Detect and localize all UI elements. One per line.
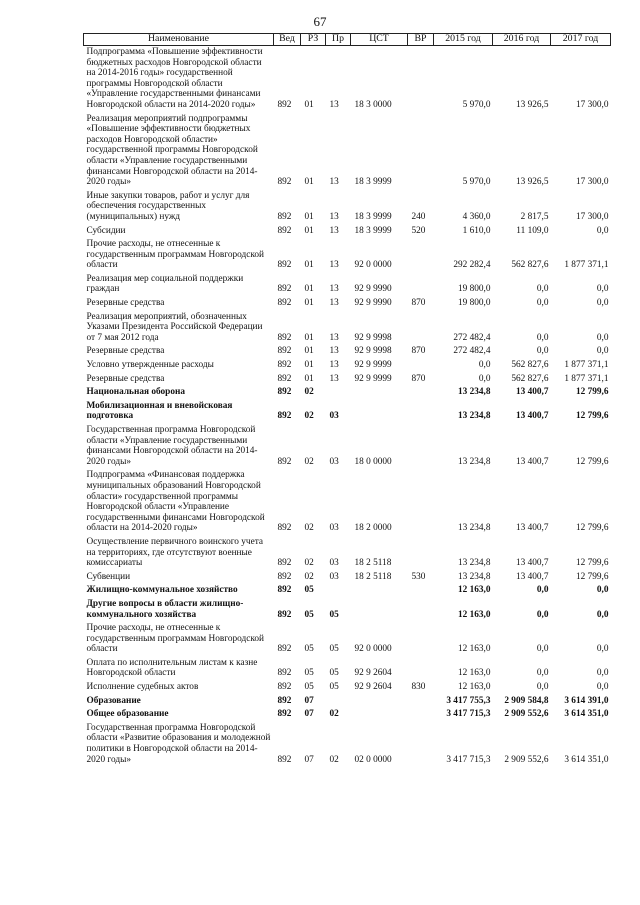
table-body — [84, 46, 611, 768]
table-row — [84, 708, 611, 722]
cell-2015: 272 482,4 — [453, 332, 491, 343]
cell-2015: 5 970,0 — [462, 177, 491, 188]
cell-pr: 13 — [329, 298, 339, 309]
cell-name: Осуществление первичного воинского учета на территориях, где отсутствуют военные комиссариаты — [86, 536, 264, 569]
cell-rz: 01 — [304, 99, 314, 110]
cell-rz: 01 — [304, 298, 314, 309]
cell-2016: 562 827,6 — [511, 373, 549, 384]
cell-rz: 02 — [304, 387, 314, 398]
table-row — [84, 225, 611, 239]
page-number: 67 — [313, 14, 327, 29]
cell-2016: 2 909 552,6 — [504, 709, 549, 720]
cell-ved: 892 — [277, 360, 292, 371]
cell-2017: 0,0 — [596, 284, 609, 295]
cell-2016: 11 109,0 — [516, 225, 549, 236]
cell-2017: 17 300,0 — [575, 177, 609, 188]
cell-vr — [408, 400, 434, 424]
cell-ved: 892 — [277, 644, 292, 655]
cell-vr — [408, 722, 434, 767]
cell-ved: 892 — [277, 177, 292, 188]
cell-ved: 892 — [277, 346, 292, 357]
cell-name: Резервные средства — [86, 373, 165, 384]
cell-cst: 92 9 9990 — [354, 284, 392, 295]
cell-pr: 13 — [329, 99, 339, 110]
header-rz: РЗ — [301, 34, 326, 46]
cell-cst — [351, 386, 408, 400]
cell-vr — [408, 273, 434, 297]
cell-2017: 12 799,6 — [575, 571, 609, 582]
cell-cst — [351, 598, 408, 622]
cell-vr: 830 — [411, 682, 426, 693]
cell-ved: 892 — [277, 260, 292, 271]
cell-2015: 3 417 715,3 — [446, 754, 491, 765]
cell-ved: 892 — [277, 298, 292, 309]
cell-pr: 13 — [329, 211, 339, 222]
cell-2015: 1 610,0 — [462, 225, 491, 236]
cell-2017: 0,0 — [596, 609, 609, 620]
cell-vr — [408, 311, 434, 346]
cell-2017: 17 300,0 — [575, 99, 609, 110]
cell-2015: 13 234,8 — [457, 571, 491, 582]
cell-cst: 92 9 2604 — [354, 682, 392, 693]
cell-name: Иные закупки товаров, работ и услуг для обеспечения государственных (муниципальных) нужд — [86, 190, 250, 222]
cell-vr: 240 — [411, 211, 426, 222]
cell-vr: 870 — [411, 373, 426, 384]
cell-ved: 892 — [277, 284, 292, 295]
cell-rz: 01 — [304, 211, 314, 222]
cell-2016: 13 400,7 — [515, 456, 549, 467]
cell-name: Условно утвержденные расходы — [86, 360, 214, 371]
cell-ved: 892 — [277, 225, 292, 236]
cell-ved: 892 — [277, 682, 292, 693]
cell-2015: 12 163,0 — [457, 585, 491, 596]
cell-pr: 03 — [329, 558, 339, 569]
cell-2015: 272 482,4 — [453, 346, 491, 357]
cell-pr: 03 — [329, 571, 339, 582]
cell-pr: 13 — [329, 346, 339, 357]
table-row — [84, 424, 611, 469]
cell-name: Оплата по исполнительным листам к казне Новгородской области — [86, 657, 258, 679]
cell-name: Общее образование — [86, 709, 169, 720]
cell-ved: 892 — [277, 387, 292, 398]
cell-ved: 892 — [277, 668, 292, 679]
cell-name: Исполнение судебных актов — [86, 682, 199, 693]
cell-2015: 13 234,8 — [457, 523, 491, 534]
table-row — [84, 695, 611, 709]
cell-pr: 03 — [329, 523, 339, 534]
cell-2017: 0,0 — [596, 225, 609, 236]
cell-rz: 02 — [304, 456, 314, 467]
cell-2016: 0,0 — [536, 682, 549, 693]
cell-ved: 892 — [277, 754, 292, 765]
cell-name: Национальная оборона — [86, 387, 185, 398]
cell-pr: 05 — [329, 609, 339, 620]
cell-name: Государственная программа Новгородской области «Развитие образования и молодежной политики в Новгородской области на 2014-2020 годы» — [86, 722, 271, 765]
cell-vr: 520 — [411, 225, 426, 236]
cell-name: Прочие расходы, не отнесенные к государственным программам Новгородской области — [86, 239, 265, 271]
cell-2017: 1 877 371,1 — [564, 260, 609, 271]
cell-ved: 892 — [277, 609, 292, 620]
cell-2015: 0,0 — [478, 373, 491, 384]
cell-2015: 13 234,8 — [457, 456, 491, 467]
table-row — [84, 681, 611, 695]
cell-2016: 562 827,6 — [511, 260, 549, 271]
table-header-row — [84, 34, 611, 46]
cell-vr — [408, 238, 434, 273]
cell-pr: 13 — [329, 225, 339, 236]
cell-2015: 5 970,0 — [462, 99, 491, 110]
cell-ved: 892 — [277, 558, 292, 569]
cell-2015: 4 360,0 — [462, 211, 491, 222]
cell-pr: 05 — [329, 668, 339, 679]
table-row — [84, 273, 611, 297]
header-pr: Пр — [326, 34, 351, 46]
table-row — [84, 190, 611, 225]
header-ved: Вед — [274, 34, 301, 46]
cell-2015: 12 163,0 — [457, 609, 491, 620]
cell-name: Реализация мер социальной поддержки граждан — [86, 273, 244, 295]
cell-ved: 892 — [277, 456, 292, 467]
cell-vr: 530 — [411, 571, 426, 582]
cell-rz: 07 — [304, 695, 314, 706]
cell-cst: 92 0 0000 — [354, 260, 392, 271]
cell-2017: 0,0 — [596, 682, 609, 693]
cell-2016: 2 909 584,8 — [504, 695, 549, 706]
table-row — [84, 622, 611, 657]
cell-name: Резервные средства — [86, 346, 165, 357]
cell-rz: 05 — [304, 682, 314, 693]
cell-ved: 892 — [277, 523, 292, 534]
cell-rz: 05 — [304, 609, 314, 620]
cell-pr: 05 — [329, 682, 339, 693]
cell-vr — [408, 695, 434, 709]
table-row — [84, 584, 611, 598]
table-row — [84, 536, 611, 571]
cell-cst: 92 9 9990 — [354, 298, 392, 309]
cell-cst: 18 3 9999 — [354, 177, 392, 188]
cell-2016: 0,0 — [536, 668, 549, 679]
cell-2015: 0,0 — [478, 360, 491, 371]
cell-2017: 0,0 — [596, 332, 609, 343]
cell-ved: 892 — [277, 695, 292, 706]
cell-rz: 02 — [304, 558, 314, 569]
cell-rz: 02 — [304, 571, 314, 582]
cell-ved: 892 — [277, 99, 292, 110]
cell-2016: 2 817,5 — [520, 211, 549, 222]
cell-name: Субсидии — [86, 225, 126, 236]
cell-2016: 0,0 — [536, 609, 549, 620]
cell-2016: 13 400,7 — [515, 387, 549, 398]
cell-2017: 17 300,0 — [575, 211, 609, 222]
cell-name: Субвенции — [86, 571, 131, 582]
table-row — [84, 722, 611, 767]
cell-vr — [408, 584, 434, 598]
cell-cst — [351, 584, 408, 598]
cell-cst: 02 0 0000 — [354, 754, 392, 765]
cell-name: Подпрограмма «Финансовая поддержка муниципальных образований Новгородской области» государственной программы Новгородской области «Управление государственными финансами Новгородской области на 2014-2020 годы» — [86, 470, 265, 534]
cell-2017: 0,0 — [596, 668, 609, 679]
cell-2017: 12 799,6 — [575, 411, 609, 422]
cell-ved: 892 — [277, 585, 292, 596]
cell-pr: 13 — [329, 260, 339, 271]
cell-cst: 92 9 9998 — [354, 332, 392, 343]
cell-vr: 870 — [411, 346, 426, 357]
cell-2015: 19 800,0 — [457, 284, 491, 295]
cell-2017: 12 799,6 — [575, 523, 609, 534]
cell-2016: 13 926,5 — [515, 177, 549, 188]
table-row — [84, 400, 611, 424]
table-row — [84, 238, 611, 273]
cell-2016: 0,0 — [536, 346, 549, 357]
cell-2016: 0,0 — [536, 298, 549, 309]
cell-pr — [326, 386, 351, 400]
cell-rz: 02 — [304, 523, 314, 534]
header-vr: ВР — [408, 34, 434, 46]
cell-pr: 13 — [329, 284, 339, 295]
cell-2016: 13 400,7 — [515, 523, 549, 534]
cell-ved: 892 — [277, 332, 292, 343]
cell-cst: 18 0 0000 — [354, 456, 392, 467]
cell-name: Реализация мероприятий подпрограммы «Повышение эффективности бюджетных расходов Новгородской области» государственной программы Новгородской области «Управление государственными финансами Новгородской области на 2014-2020 годы» — [86, 113, 258, 188]
header-name: Наименование — [84, 34, 274, 46]
cell-name: Другие вопросы в области жилищно-коммунального хозяйства — [86, 598, 244, 620]
cell-rz: 01 — [304, 284, 314, 295]
table-row — [84, 469, 611, 536]
cell-cst: 18 2 5118 — [354, 571, 392, 582]
cell-cst — [351, 695, 408, 709]
cell-2017: 0,0 — [596, 346, 609, 357]
cell-rz: 07 — [304, 709, 314, 720]
table-row — [84, 113, 611, 190]
cell-cst — [351, 708, 408, 722]
cell-ved: 892 — [277, 211, 292, 222]
cell-2016: 13 400,7 — [515, 571, 549, 582]
cell-2015: 12 163,0 — [457, 644, 491, 655]
cell-2015: 292 282,4 — [453, 260, 491, 271]
cell-name: Жилищно-коммунальное хозяйство — [86, 585, 238, 596]
cell-pr: 02 — [329, 709, 339, 720]
cell-rz: 07 — [304, 754, 314, 765]
cell-vr — [408, 598, 434, 622]
cell-pr: 02 — [329, 754, 339, 765]
cell-rz: 01 — [304, 373, 314, 384]
cell-rz: 05 — [304, 585, 314, 596]
cell-rz: 01 — [304, 360, 314, 371]
cell-pr: 13 — [329, 332, 339, 343]
cell-cst: 92 9 9998 — [354, 346, 392, 357]
cell-cst: 92 9 9999 — [354, 360, 392, 371]
table-row — [84, 571, 611, 585]
cell-2016: 0,0 — [536, 644, 549, 655]
cell-2015: 19 800,0 — [457, 298, 491, 309]
table-row — [84, 311, 611, 346]
cell-2017: 1 877 371,1 — [564, 360, 609, 371]
cell-2017: 12 799,6 — [575, 456, 609, 467]
cell-2016: 2 909 552,6 — [504, 754, 549, 765]
cell-cst: 18 3 9999 — [354, 211, 392, 222]
cell-pr — [326, 584, 351, 598]
table-row — [84, 46, 611, 113]
cell-cst: 92 9 9999 — [354, 373, 392, 384]
cell-rz: 05 — [304, 668, 314, 679]
cell-name: Прочие расходы, не отнесенные к государственным программам Новгородской области — [86, 623, 265, 655]
cell-name: Подпрограмма «Повышение эффективности бюджетных расходов Новгородской области на 2014-2016 годы» государственной программы Новгородской области «Управление государственными финансами Новгородской области на 2014-2020 годы» — [86, 47, 263, 110]
table-row — [84, 297, 611, 311]
cell-vr — [408, 622, 434, 657]
cell-rz: 01 — [304, 332, 314, 343]
cell-2017: 1 877 371,1 — [564, 373, 609, 384]
cell-name: Реализация мероприятий, обозначенных Указами Президента Российской Федерации от 7 мая 2012 года — [86, 311, 263, 343]
cell-pr: 13 — [329, 360, 339, 371]
cell-cst — [351, 400, 408, 424]
cell-2016: 0,0 — [536, 332, 549, 343]
cell-name: Мобилизационная и вневойсковая подготовка — [86, 400, 233, 422]
cell-rz: 01 — [304, 225, 314, 236]
header-year-2015: 2015 год — [434, 34, 493, 46]
cell-2015: 13 234,8 — [457, 387, 491, 398]
table-row — [84, 598, 611, 622]
cell-2016: 0,0 — [536, 284, 549, 295]
cell-2016: 13 926,5 — [515, 99, 549, 110]
cell-name: Образование — [86, 695, 141, 706]
cell-2015: 3 417 715,3 — [446, 709, 491, 720]
cell-cst: 18 2 5118 — [354, 558, 392, 569]
header-cst: ЦСТ — [351, 34, 408, 46]
cell-2015: 12 163,0 — [457, 668, 491, 679]
cell-2016: 562 827,6 — [511, 360, 549, 371]
cell-cst: 18 3 9999 — [354, 225, 392, 236]
cell-pr: 05 — [329, 644, 339, 655]
cell-rz: 01 — [304, 260, 314, 271]
cell-cst: 92 9 2604 — [354, 668, 392, 679]
cell-vr — [408, 657, 434, 681]
cell-vr — [408, 46, 434, 113]
cell-2017: 12 799,6 — [575, 558, 609, 569]
cell-2017: 0,0 — [596, 585, 609, 596]
header-year-2016: 2016 год — [493, 34, 551, 46]
cell-2017: 3 614 351,0 — [564, 709, 609, 720]
cell-2015: 3 417 755,3 — [446, 695, 491, 706]
cell-cst: 18 3 0000 — [354, 99, 392, 110]
cell-2016: 0,0 — [536, 585, 549, 596]
cell-2017: 0,0 — [596, 644, 609, 655]
budget-table — [83, 33, 611, 767]
cell-vr — [408, 536, 434, 571]
cell-pr: 13 — [329, 373, 339, 384]
cell-2017: 12 799,6 — [575, 387, 609, 398]
cell-vr — [408, 113, 434, 190]
cell-rz: 01 — [304, 346, 314, 357]
cell-cst: 18 2 0000 — [354, 523, 392, 534]
cell-2015: 13 234,8 — [457, 411, 491, 422]
cell-ved: 892 — [277, 571, 292, 582]
cell-2015: 12 163,0 — [457, 682, 491, 693]
cell-vr — [408, 708, 434, 722]
cell-2015: 13 234,8 — [457, 558, 491, 569]
table-row — [84, 345, 611, 359]
cell-2017: 3 614 391,0 — [564, 695, 609, 706]
cell-vr: 870 — [411, 298, 426, 309]
cell-pr: 13 — [329, 177, 339, 188]
header-year-2017: 2017 год — [551, 34, 611, 46]
cell-pr — [326, 695, 351, 709]
cell-2016: 13 400,7 — [515, 411, 549, 422]
cell-2017: 3 614 351,0 — [564, 754, 609, 765]
cell-2017: 0,0 — [596, 298, 609, 309]
cell-pr: 03 — [329, 411, 339, 422]
table-row — [84, 373, 611, 387]
cell-ved: 892 — [277, 709, 292, 720]
cell-rz: 05 — [304, 644, 314, 655]
cell-name: Резервные средства — [86, 298, 165, 309]
cell-ved: 892 — [277, 411, 292, 422]
cell-name: Государственная программа Новгородской области «Управление государственными финансами Новгородской области на 2014-2020 годы» — [86, 425, 258, 467]
table-row — [84, 386, 611, 400]
cell-vr — [408, 469, 434, 536]
cell-2016: 13 400,7 — [515, 558, 549, 569]
cell-rz: 02 — [304, 411, 314, 422]
cell-pr: 03 — [329, 456, 339, 467]
table-row — [84, 657, 611, 681]
cell-vr — [408, 359, 434, 373]
table-row — [84, 359, 611, 373]
cell-ved: 892 — [277, 373, 292, 384]
cell-rz: 01 — [304, 177, 314, 188]
cell-cst: 92 0 0000 — [354, 644, 392, 655]
cell-vr — [408, 386, 434, 400]
cell-vr — [408, 424, 434, 469]
